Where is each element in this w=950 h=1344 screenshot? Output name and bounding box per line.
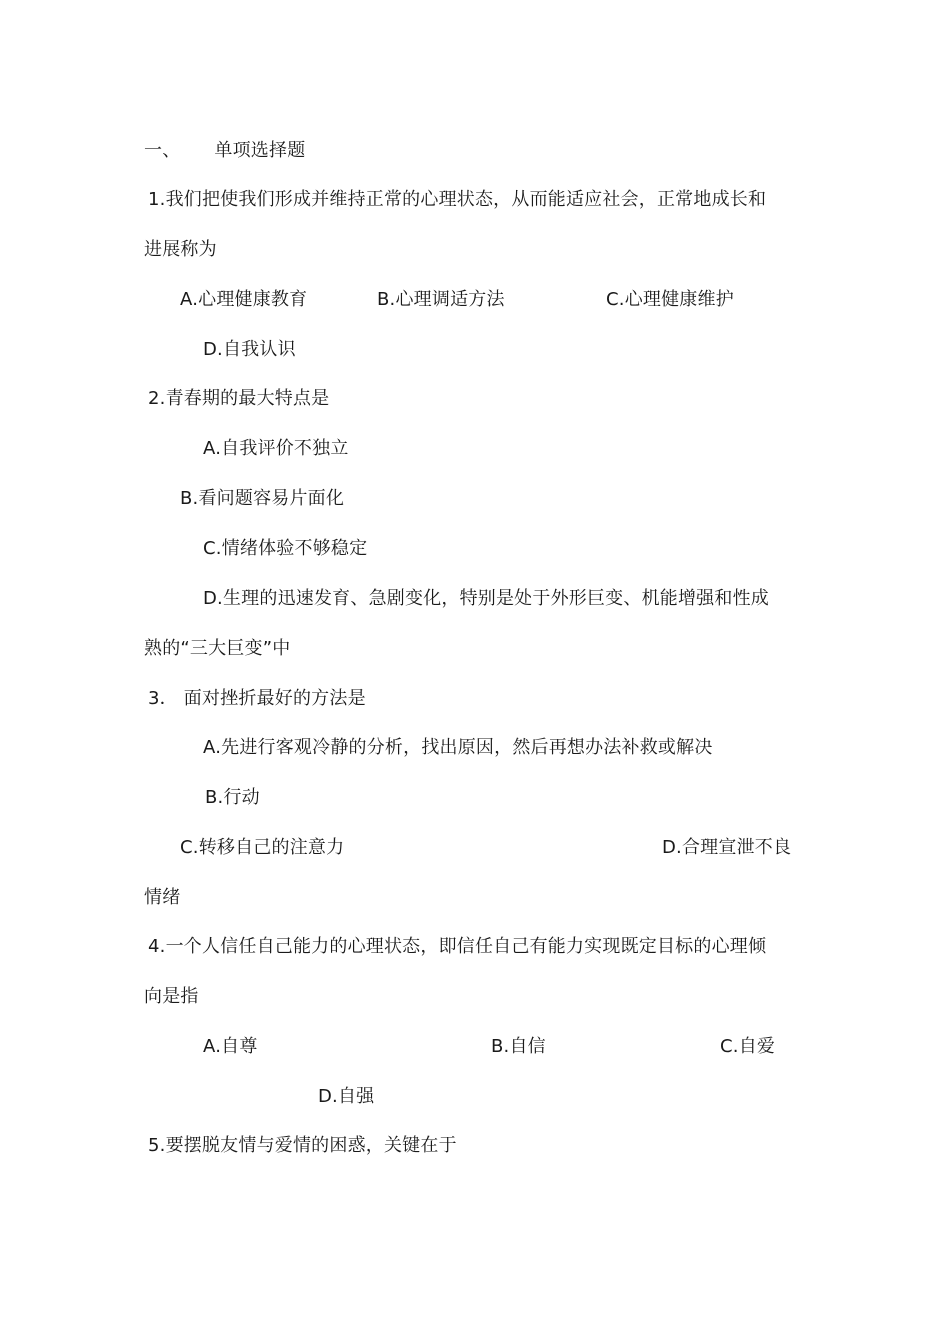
question-1-option-b: B.心理调适方法 — [377, 289, 505, 310]
question-1-text: 1.我们把使我们形成并维持正常的心理状态，从而能适应社会，正常地成长和 — [148, 189, 767, 210]
question-2-option-a: A.自我评价不独立 — [203, 438, 349, 459]
question-1-option-d: D.自我认识 — [203, 339, 296, 360]
question-3-option-c: C.转移自己的注意力 — [180, 837, 345, 858]
question-1-option-c: C.心理健康维护 — [606, 289, 734, 310]
question-1-option-a: A.心理健康教育 — [180, 289, 308, 310]
section-number: 一、 — [144, 140, 181, 161]
section-title: 单项选择题 — [214, 140, 306, 161]
question-5-text: 5.要摆脱友情与爱情的困惑，关键在于 — [148, 1135, 457, 1156]
section-heading — [144, 139, 305, 163]
question-4-text: 4.一个人信任自己能力的心理状态，即信任自己有能力实现既定目标的心理倾 — [148, 936, 767, 957]
question-1-text-cont: 进展称为 — [144, 239, 217, 260]
question-2-option-c: C.情绪体验不够稳定 — [203, 538, 368, 559]
question-4-option-d: D.自强 — [318, 1086, 375, 1107]
question-2-option-d: D.生理的迅速发育、急剧变化，特别是处于外形巨变、机能增强和性成 — [203, 588, 769, 609]
question-2-option-b: B.看问题容易片面化 — [180, 488, 345, 509]
question-4-option-b: B.自信 — [491, 1036, 546, 1057]
question-4-option-a: A.自尊 — [203, 1036, 258, 1057]
question-3-text: 3． 面对挫折最好的方法是 — [148, 688, 366, 709]
question-3-option-d-cont: 情绪 — [144, 887, 181, 908]
question-3-option-b: B.行动 — [205, 787, 260, 808]
question-3-option-a: A.先进行客观冷静的分析，找出原因，然后再想办法补救或解决 — [203, 737, 713, 758]
question-3-option-d: D.合理宣泄不良 — [662, 837, 792, 858]
question-2-text: 2.青春期的最大特点是 — [148, 388, 330, 409]
question-4-text-cont: 向是指 — [144, 986, 199, 1007]
question-4-option-c: C.自爱 — [720, 1036, 776, 1057]
question-2-option-d-cont: 熟的“三大巨变”中 — [144, 638, 291, 659]
